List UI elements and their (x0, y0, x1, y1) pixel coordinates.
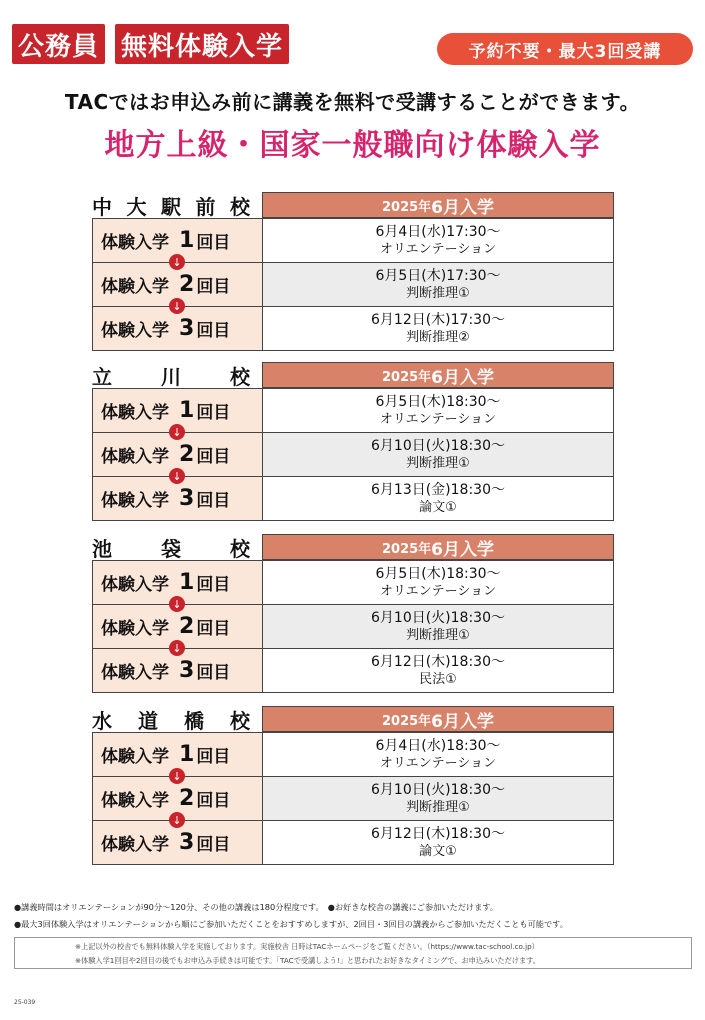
session-row (93, 469, 613, 520)
session-detail (263, 777, 613, 820)
campus-name-char: 橋 (184, 708, 204, 733)
session-subject: 論文① (419, 499, 457, 515)
session-date: 6月12日(木)17:30～ (371, 311, 505, 328)
session-suffix: 回目 (196, 575, 231, 595)
campus-name-char: 大 (126, 194, 147, 219)
notice-box (14, 937, 692, 969)
session-detail (263, 561, 613, 604)
session-subject: 論文① (419, 843, 457, 859)
arrow-down-circle-icon: ↓ (169, 254, 185, 270)
session-date: 6月12日(木)18:30～ (371, 653, 505, 670)
session-row (93, 641, 613, 692)
headline: 地方上級・国家一般職向け体験入学 (104, 128, 601, 163)
note-line: ●講義時間はオリエンテーションが90分～120分、その他の講義は180分程度です。 ●お好きな校舎の講義にご参加いただけます。 (14, 902, 498, 912)
session-type: 体験入学 (101, 403, 169, 423)
session-detail (263, 219, 613, 262)
arrow-down-circle-icon: ↓ (169, 768, 185, 784)
session-subject: 判断推理① (406, 627, 470, 643)
session-subject: 判断推理① (406, 455, 470, 471)
session-detail (263, 263, 613, 306)
session-type: 体験入学 (101, 619, 169, 639)
campus-table (92, 192, 614, 351)
session-date: 6月5日(木)18:30～ (375, 565, 501, 582)
session-date: 6月12日(木)18:30～ (371, 825, 505, 842)
session-date: 6月4日(水)18:30～ (375, 737, 501, 754)
campus-table (92, 534, 614, 693)
year-label: 2025年 (381, 713, 432, 729)
session-suffix: 回目 (196, 491, 231, 511)
session-number: 3 (179, 830, 195, 855)
campus-header (92, 192, 614, 218)
campus-name (92, 192, 262, 218)
campus-header (92, 534, 614, 560)
session-date: 6月5日(木)18:30～ (375, 393, 501, 410)
session-suffix: 回目 (196, 663, 231, 683)
arrow-down-circle-icon: ↓ (169, 640, 185, 656)
arrow-down-circle-icon: ↓ (169, 424, 185, 440)
title-block-free-trial: 無料体験入学 (115, 24, 289, 64)
session-type: 体験入学 (101, 835, 169, 855)
arrow-down-circle-icon: ↓ (169, 812, 185, 828)
notice-line: ※上記以外の校舎でも無料体験入学を実施しております。実施校舎 日時はTACホームページをご覧ください。（https://www.tac-school.co.jp） (75, 942, 539, 951)
session-subject: オリエンテーション (379, 241, 497, 257)
session-suffix: 回目 (196, 447, 231, 467)
session-detail (263, 649, 613, 692)
session-number: 2 (179, 614, 195, 639)
session-number: 2 (179, 272, 195, 297)
session-type: 体験入学 (101, 447, 169, 467)
session-date: 6月10日(火)18:30～ (371, 609, 505, 626)
campus-name-char: 道 (138, 708, 158, 733)
session-number: 2 (179, 786, 195, 811)
year-label: 2025年 (381, 541, 432, 557)
document-code: 25-039 (14, 999, 36, 1006)
campus-name-char: 立 (92, 364, 112, 389)
month-label: 6月入学 (431, 711, 495, 732)
session-subject: 判断推理② (406, 329, 470, 345)
campus-name-char: 池 (92, 536, 112, 561)
campus-name-char: 川 (161, 364, 181, 389)
month-band (262, 362, 614, 388)
session-rows (92, 388, 614, 521)
session-subject: オリエンテーション (379, 755, 497, 771)
session-detail (263, 733, 613, 776)
campus-name (92, 534, 262, 560)
session-type: 体験入学 (101, 747, 169, 767)
session-detail (263, 307, 613, 350)
campus-name (92, 706, 262, 732)
session-number: 1 (179, 398, 195, 423)
session-type: 体験入学 (101, 663, 169, 683)
session-type: 体験入学 (101, 277, 169, 297)
campus-name-char: 中 (92, 194, 112, 219)
campus-name (92, 362, 262, 388)
month-band (262, 706, 614, 732)
session-number: 1 (179, 228, 195, 253)
session-subject: 判断推理① (406, 285, 470, 301)
session-date: 6月13日(金)18:30～ (371, 481, 505, 498)
session-number: 3 (179, 658, 195, 683)
month-label: 6月入学 (431, 539, 495, 560)
session-number: 3 (179, 486, 195, 511)
session-date: 6月5日(木)17:30～ (375, 267, 501, 284)
session-subject: 民法① (419, 671, 457, 687)
lead-text: TACではお申込み前に講義を無料で受講することができます。 (64, 90, 641, 114)
session-subject: オリエンテーション (379, 411, 497, 427)
session-date: 6月10日(火)18:30～ (371, 781, 505, 798)
session-number: 1 (179, 570, 195, 595)
session-rows (92, 218, 614, 351)
campus-header (92, 706, 614, 732)
arrow-down-circle-icon: ↓ (169, 596, 185, 612)
campus-table (92, 706, 614, 865)
arrow-down-circle-icon: ↓ (169, 298, 185, 314)
month-label: 6月入学 (431, 367, 495, 388)
session-rows (92, 560, 614, 693)
campus-name-char: 校 (230, 536, 250, 561)
no-reservation-pill: 予約不要・最大3回受講 (437, 33, 693, 65)
session-number: 1 (179, 742, 195, 767)
session-suffix: 回目 (196, 791, 231, 811)
session-detail (263, 605, 613, 648)
campus-name-char: 駅 (161, 194, 181, 219)
arrow-down-circle-icon: ↓ (169, 468, 185, 484)
session-suffix: 回目 (196, 835, 231, 855)
title-block-koumuin: 公務員 (12, 24, 105, 64)
campus-name-char: 校 (230, 194, 250, 219)
note-line: ●最大3回体験入学はオリエンテーションから順にご参加いただくことをおすすめしますが、2回目・3回目の講義からご参加いただくことも可能です。 (14, 919, 568, 929)
session-row (93, 813, 613, 864)
session-suffix: 回目 (196, 277, 231, 297)
campus-name-char: 校 (230, 708, 250, 733)
notes (14, 899, 694, 933)
session-type: 体験入学 (101, 791, 169, 811)
notice-line: ※体験入学1回目や2回目の後でもお申込み手続きは可能です。「TACで受講しよう!」と思われたお好きなタイミングで、お申込みいただけます。 (75, 956, 540, 965)
session-rows (92, 732, 614, 865)
session-date: 6月10日(火)18:30～ (371, 437, 505, 454)
session-suffix: 回目 (196, 747, 231, 767)
month-band (262, 192, 614, 218)
session-number: 3 (179, 316, 195, 341)
session-subject: オリエンテーション (379, 583, 497, 599)
session-detail (263, 821, 613, 864)
session-suffix: 回目 (196, 619, 231, 639)
session-detail (263, 433, 613, 476)
year-label: 2025年 (381, 199, 432, 215)
session-suffix: 回目 (196, 321, 231, 341)
campus-name-char: 水 (92, 708, 112, 733)
title-blocks (12, 22, 299, 66)
session-type: 体験入学 (101, 491, 169, 511)
session-detail (263, 477, 613, 520)
session-type: 体験入学 (101, 233, 169, 253)
campus-name-char: 袋 (161, 536, 181, 561)
session-row (93, 299, 613, 350)
campus-name-char: 前 (195, 194, 216, 219)
session-suffix: 回目 (196, 403, 231, 423)
session-detail (263, 389, 613, 432)
session-subject: 判断推理① (406, 799, 470, 815)
campus-header (92, 362, 614, 388)
session-type: 体験入学 (101, 575, 169, 595)
session-suffix: 回目 (196, 233, 231, 253)
session-date: 6月4日(水)17:30～ (375, 223, 501, 240)
session-type: 体験入学 (101, 321, 169, 341)
month-band (262, 534, 614, 560)
campus-name-char: 校 (230, 364, 250, 389)
year-label: 2025年 (381, 369, 432, 385)
month-label: 6月入学 (431, 197, 495, 218)
session-number: 2 (179, 442, 195, 467)
campus-table (92, 362, 614, 521)
